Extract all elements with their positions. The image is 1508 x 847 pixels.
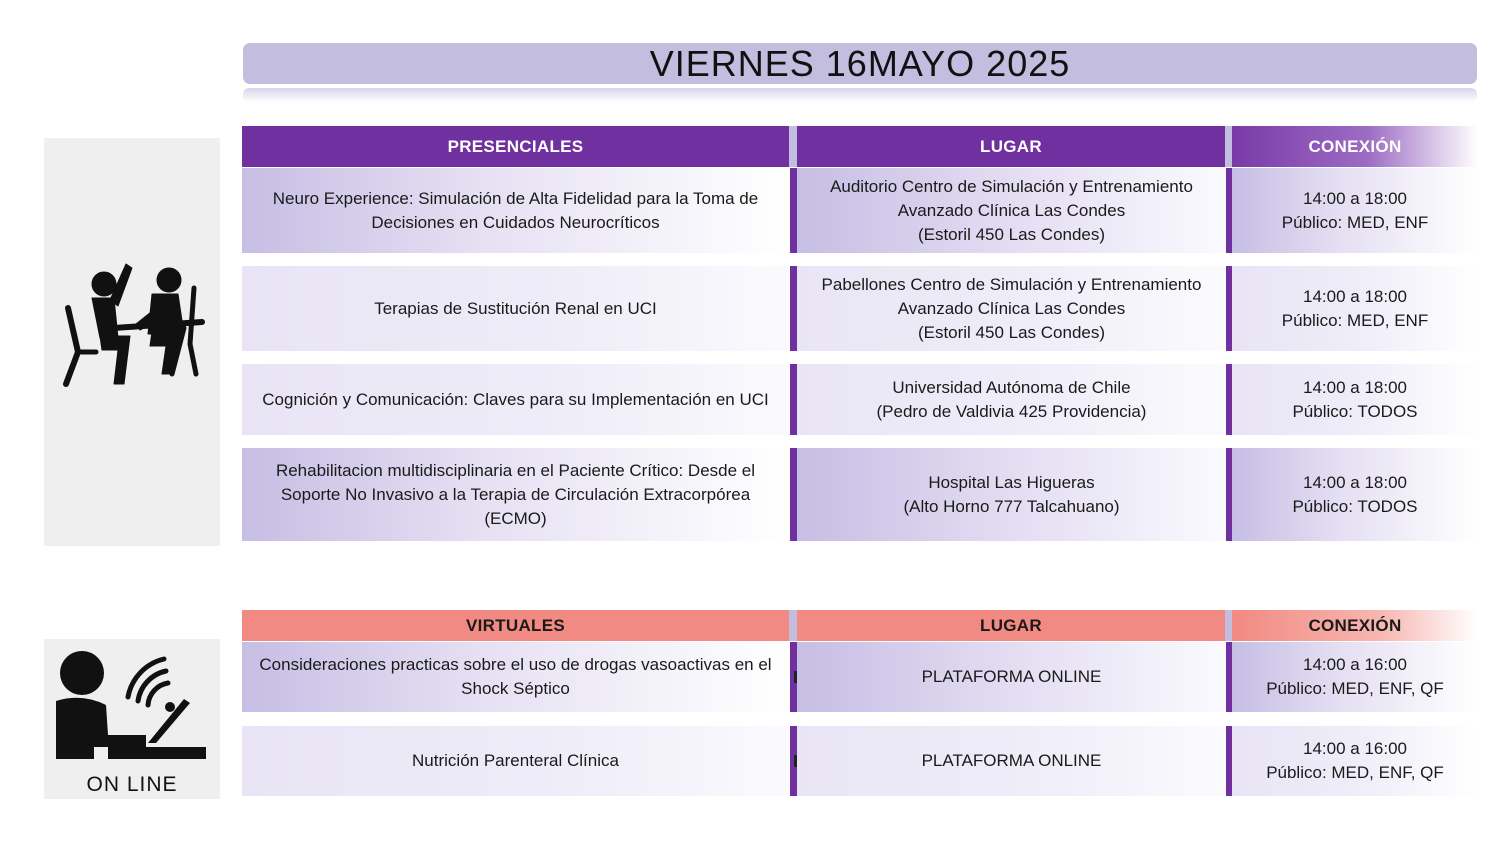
online-icon-panel	[44, 639, 220, 799]
header-presenciales: PRESENCIALES	[242, 126, 789, 167]
title-reflection	[243, 88, 1477, 102]
table-row-connection	[1226, 448, 1478, 541]
session-audience: Público: MED, ENF, QF	[1266, 763, 1444, 782]
table-row-place	[790, 448, 1226, 541]
header-conexion-virtual: CONEXIÓN	[1232, 610, 1478, 641]
header-lugar: LUGAR	[797, 126, 1225, 167]
header-lugar-virtual: LUGAR	[797, 610, 1225, 641]
place-line: Hospital Las Higueras	[928, 472, 1095, 492]
table-row-connection	[1226, 642, 1478, 712]
session-audience: Público: TODOS	[1292, 401, 1418, 421]
presencial-icon-panel	[44, 138, 220, 546]
table-row-place	[790, 168, 1226, 253]
session-time: 14:00 a 18:00	[1303, 286, 1407, 306]
table-row-place	[790, 364, 1226, 435]
table-row-connection	[1226, 168, 1478, 253]
header-separator	[1225, 126, 1232, 167]
place-line: (Estoril 450 Las Condes)	[917, 322, 1106, 342]
page-title: VIERNES 16MAYO 2025	[243, 43, 1477, 84]
session-time: 14:00 a 16:00	[1303, 739, 1407, 758]
header-separator	[789, 610, 797, 641]
place-line: (Estoril 450 Las Condes)	[917, 224, 1106, 244]
session-audience: Público: TODOS	[1292, 496, 1418, 516]
table-row-title: Nutrición Parenteral Clínica	[242, 726, 789, 796]
table-row-place: PLATAFORMA ONLINE	[790, 726, 1226, 796]
table-row-connection	[1226, 726, 1478, 796]
session-time: 14:00 a 16:00	[1303, 655, 1407, 674]
place-line: Avanzado Clínica Las Condes	[897, 200, 1126, 220]
online-label: ON LINE	[86, 773, 178, 796]
session-audience: Público: MED, ENF	[1281, 212, 1429, 232]
session-time: 14:00 a 18:00	[1303, 188, 1407, 208]
table-row-title: Terapias de Sustitución Renal en UCI	[242, 266, 789, 351]
session-audience: Público: MED, ENF	[1281, 310, 1429, 330]
header-separator	[789, 126, 797, 167]
session-audience: Público: MED, ENF, QF	[1266, 679, 1444, 698]
place-line: Auditorio Centro de Simulación y Entrenamiento	[830, 176, 1193, 196]
cell-marker	[794, 755, 797, 767]
header-separator	[1225, 610, 1232, 641]
place-line: (Alto Horno 777 Talcahuano)	[903, 496, 1120, 516]
table-row-title: Cognición y Comunicación: Claves para su Implementación en UCI	[242, 364, 789, 435]
place-line: Avanzado Clínica Las Condes	[897, 298, 1126, 318]
table-row-connection	[1226, 266, 1478, 351]
place-line: Universidad Autónoma de Chile	[892, 377, 1131, 397]
laptop-user-wifi-icon	[44, 639, 220, 767]
header-conexion: CONEXIÓN	[1232, 126, 1478, 167]
table-row-title: Rehabilitacion multidisciplinaria en el Paciente Crítico: Desde el Soporte No Invasivo a la Terapia de Circulación Extracorpórea (ECMO)	[242, 448, 789, 541]
place-line: Pabellones Centro de Simulación y Entrenamiento	[821, 274, 1202, 294]
session-time: 14:00 a 18:00	[1303, 377, 1407, 397]
session-time: 14:00 a 18:00	[1303, 472, 1407, 492]
cell-marker	[794, 671, 797, 683]
classroom-students-icon	[44, 138, 220, 546]
table-row-title: Neuro Experience: Simulación de Alta Fidelidad para la Toma de Decisiones en Cuidados Neurocríticos	[242, 168, 789, 253]
table-row-connection	[1226, 364, 1478, 435]
table-row-place	[790, 266, 1226, 351]
place-line: (Pedro de Valdivia 425 Providencia)	[876, 401, 1147, 421]
header-virtuales: VIRTUALES	[242, 610, 789, 641]
table-row-place: PLATAFORMA ONLINE	[790, 642, 1226, 712]
table-row-title: Consideraciones practicas sobre el uso de drogas vasoactivas en el Shock Séptico	[242, 642, 789, 712]
